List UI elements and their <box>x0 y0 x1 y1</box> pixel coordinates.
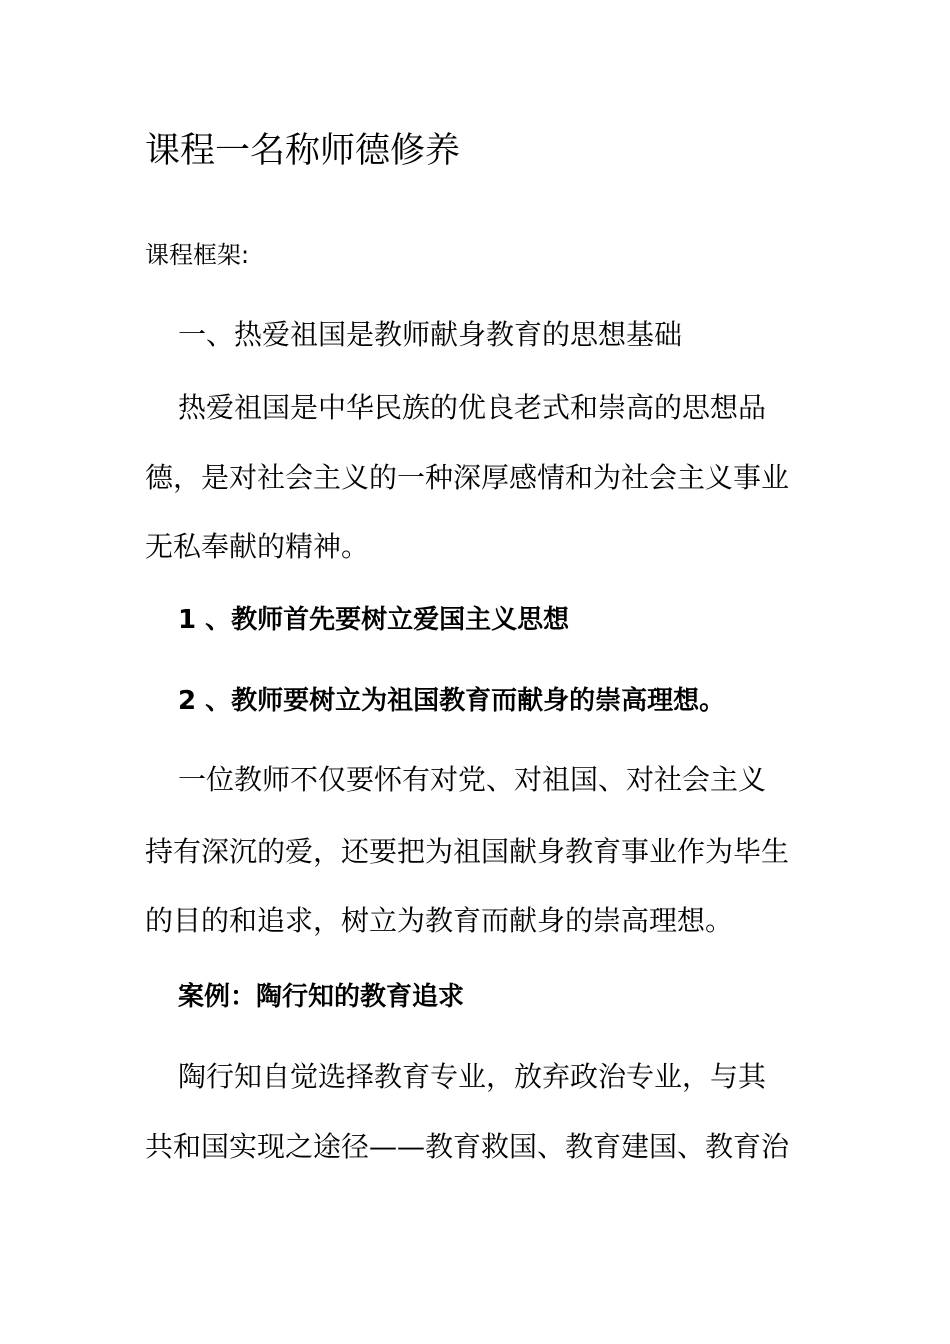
paragraph-line: 的目的和追求，树立为教育而献身的崇高理想。 <box>145 904 734 937</box>
framework-label: 课程框架: <box>145 241 250 269</box>
paragraph-line: 德，是对社会主义的一种深厚感情和为社会主义事业 <box>145 461 790 494</box>
paragraph-line: 热爱祖国是中华民族的优良老式和崇高的思想品 <box>178 391 767 424</box>
paragraph-line: 一位教师不仅要怀有对党、对祖国、对社会主义 <box>178 763 767 796</box>
case-heading: 案例：陶行知的教育追求 <box>178 982 465 1012</box>
paragraph-line: 持有深沉的爱，还要把为祖国献身教育事业作为毕生 <box>145 835 790 868</box>
point-heading-1: 1 、教师首先要树立爱国主义思想 <box>178 605 570 635</box>
paragraph-line: 陶行知自觉选择教育专业，放弃政治专业，与其 <box>178 1060 767 1093</box>
paragraph-line: 无私奉献的精神。 <box>145 530 370 563</box>
page-title: 课程一名称师德修养 <box>145 131 461 171</box>
section-heading: 一、热爱祖国是教师献身教育的思想基础 <box>178 318 683 351</box>
paragraph-line: 共和国实现之途径——教育救国、教育建国、教育治 <box>145 1130 790 1163</box>
point-heading-2: 2 、教师要树立为祖国教育而献身的崇高理想。 <box>178 686 726 716</box>
